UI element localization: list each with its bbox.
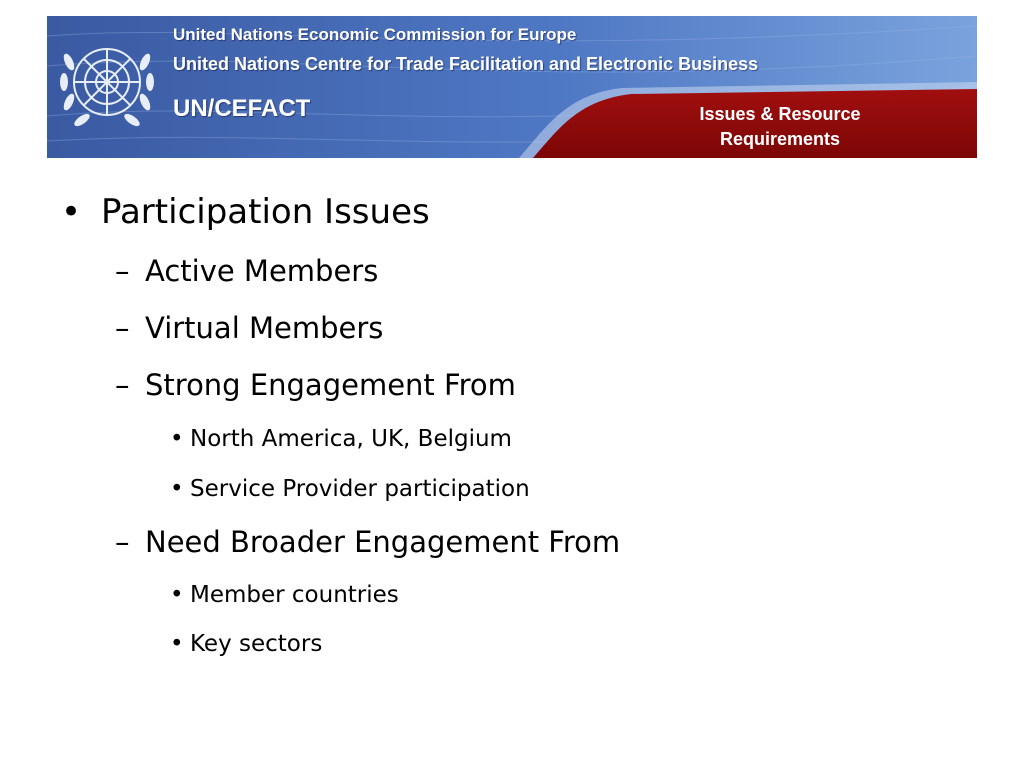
bullet-text: Key sectors (190, 631, 323, 657)
bullet-text: Participation Issues (101, 192, 430, 232)
bullet-broader-engagement (115, 525, 621, 559)
bullet-key-sectors (170, 631, 323, 657)
bullet-marker: • (61, 192, 82, 232)
header-banner (47, 16, 977, 158)
bullet-strong-engagement (115, 368, 516, 402)
bullet-text: Strong Engagement From (145, 368, 516, 402)
bullet-text: Member countries (190, 582, 399, 608)
bullet-marker: • (170, 631, 184, 657)
dash-marker: – (115, 368, 130, 402)
bullet-virtual-members (115, 311, 384, 345)
dash-marker: – (115, 311, 130, 345)
dash-marker: – (115, 525, 130, 559)
bullet-text: Virtual Members (145, 311, 384, 345)
bullet-marker: • (170, 476, 184, 502)
bullet-marker: • (170, 582, 184, 608)
bullet-text: Active Members (145, 254, 379, 288)
section-title: Issues & Resource Requirements (699, 104, 861, 149)
bullet-north-america (170, 426, 512, 452)
dash-marker: – (115, 254, 130, 288)
bullet-text: North America, UK, Belgium (190, 426, 512, 452)
bullet-marker: • (170, 426, 184, 452)
bullet-member-countries (170, 582, 399, 608)
org-line: United Nations Economic Commission for Europe (173, 25, 577, 44)
bullet-text: Service Provider participation (190, 476, 530, 502)
bullet-service-provider (170, 476, 530, 502)
centre-line: United Nations Centre for Trade Facilitation and Electronic Business (173, 54, 759, 74)
bullet-active-members (115, 254, 379, 288)
bullet-text: Need Broader Engagement From (145, 525, 621, 559)
bullet-participation (61, 192, 430, 232)
un-emblem-icon (55, 26, 159, 148)
acronym-title: UN/CEFACT (173, 95, 311, 122)
